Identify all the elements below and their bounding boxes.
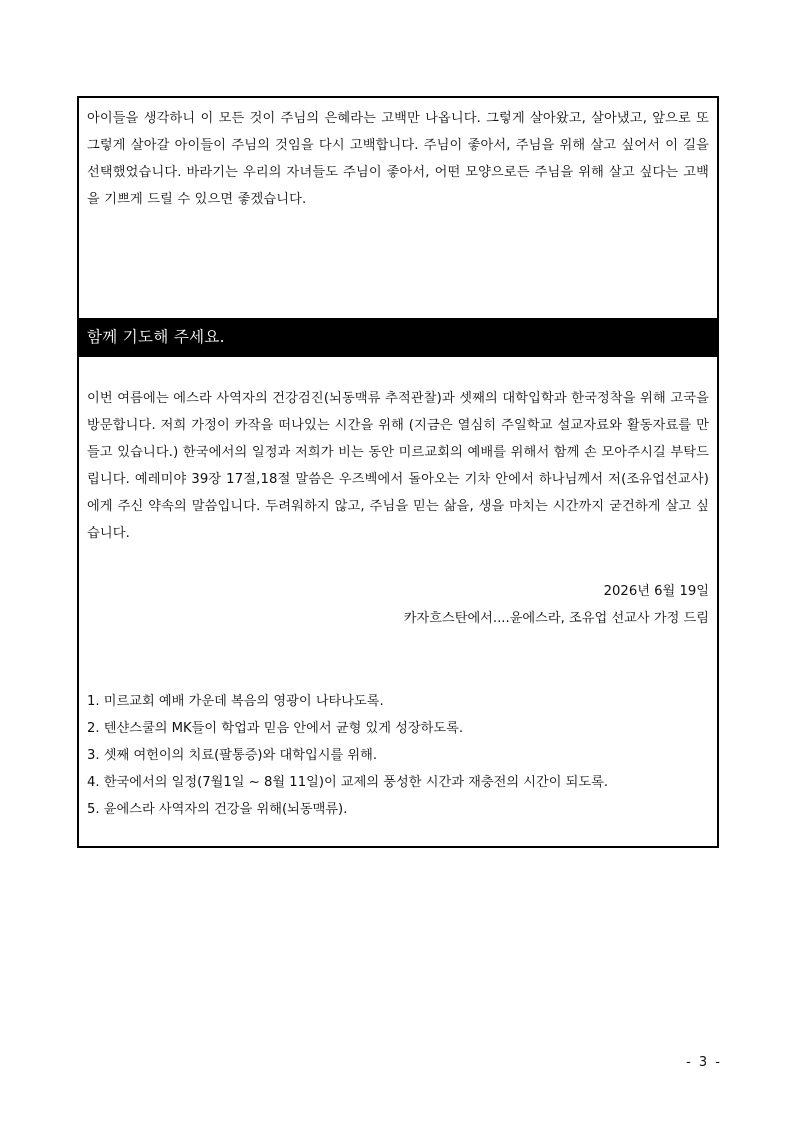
letter-date: 2026년 6월 19일	[603, 584, 709, 599]
prayer-item: 1. 미르교회 예배 가운데 복음의 영광이 나타나도록.	[87, 694, 384, 709]
intro-paragraph: 아이들을 생각하니 이 모든 것이 주님의 은혜라는 고백만 나옵니다. 그렇게 살아왔고, 살아냈고, 앞으로 또 그렇게 살아갈 아이들이 주님의 것임을 다시 고백합니다. 주님이 좋아서, 주님을 위해 살고 싶어서 이 길을 선택했었습니다. 바라기는 우리의 자녀들도 주님이 좋아서, 어떤 모양으로든 주님을 위해 살고 싶다는 고백을 기쁘게 드릴 수 있으면 좋겠습니다.	[87, 111, 709, 207]
letter-signature: 카자흐스탄에서....윤에스라, 조유업 선교사 가정 드림	[403, 611, 709, 626]
prayer-item: 5. 윤에스라 사역자의 건강을 위해(뇌동맥류).	[87, 802, 348, 817]
prayer-list	[87, 688, 709, 823]
signoff	[404, 578, 709, 632]
letter-frame	[77, 96, 719, 848]
page-number: - 3 -	[686, 1055, 722, 1070]
section-heading: 함께 기도해 주세요.	[79, 318, 717, 357]
prayer-item: 2. 텐샨스쿨의 MK들이 학업과 믿음 안에서 균형 있게 성장하도록.	[87, 721, 464, 736]
prayer-item: 4. 한국에서의 일정(7월1일 ~ 8월 11일)이 교제의 풍성한 시간과 재충전의 시간이 되도록.	[87, 775, 609, 790]
prayer-request-paragraph: 이번 여름에는 에스라 사역자의 건강검진(뇌동맥류 추적관찰)과 셋째의 대학입학과 한국정착을 위해 고국을 방문합니다. 저희 가정이 카작을 떠나있는 시간을 위해 (지금은 열심히 주일학교 설교자료와 활동자료를 만들고 있습니다.) 한국에서의 일정과 저희가 비는 동안 미르교회의 예배를 위해서 함께 손 모아주시길 부탁드립니다. 예레미야 39장 17절,18절 말씀은 우즈벡에서 돌아오는 기차 안에서 하나님께서 저(조유업선교사)에게 주신 약속의 말씀입니다. 두려워하지 않고, 주님을 믿는 삶을, 생을 마치는 시간까지 굳건하게 살고 싶습니다.	[87, 391, 709, 541]
prayer-item: 3. 셋째 여헌이의 치료(팔통증)와 대학입시를 위해.	[87, 748, 378, 763]
